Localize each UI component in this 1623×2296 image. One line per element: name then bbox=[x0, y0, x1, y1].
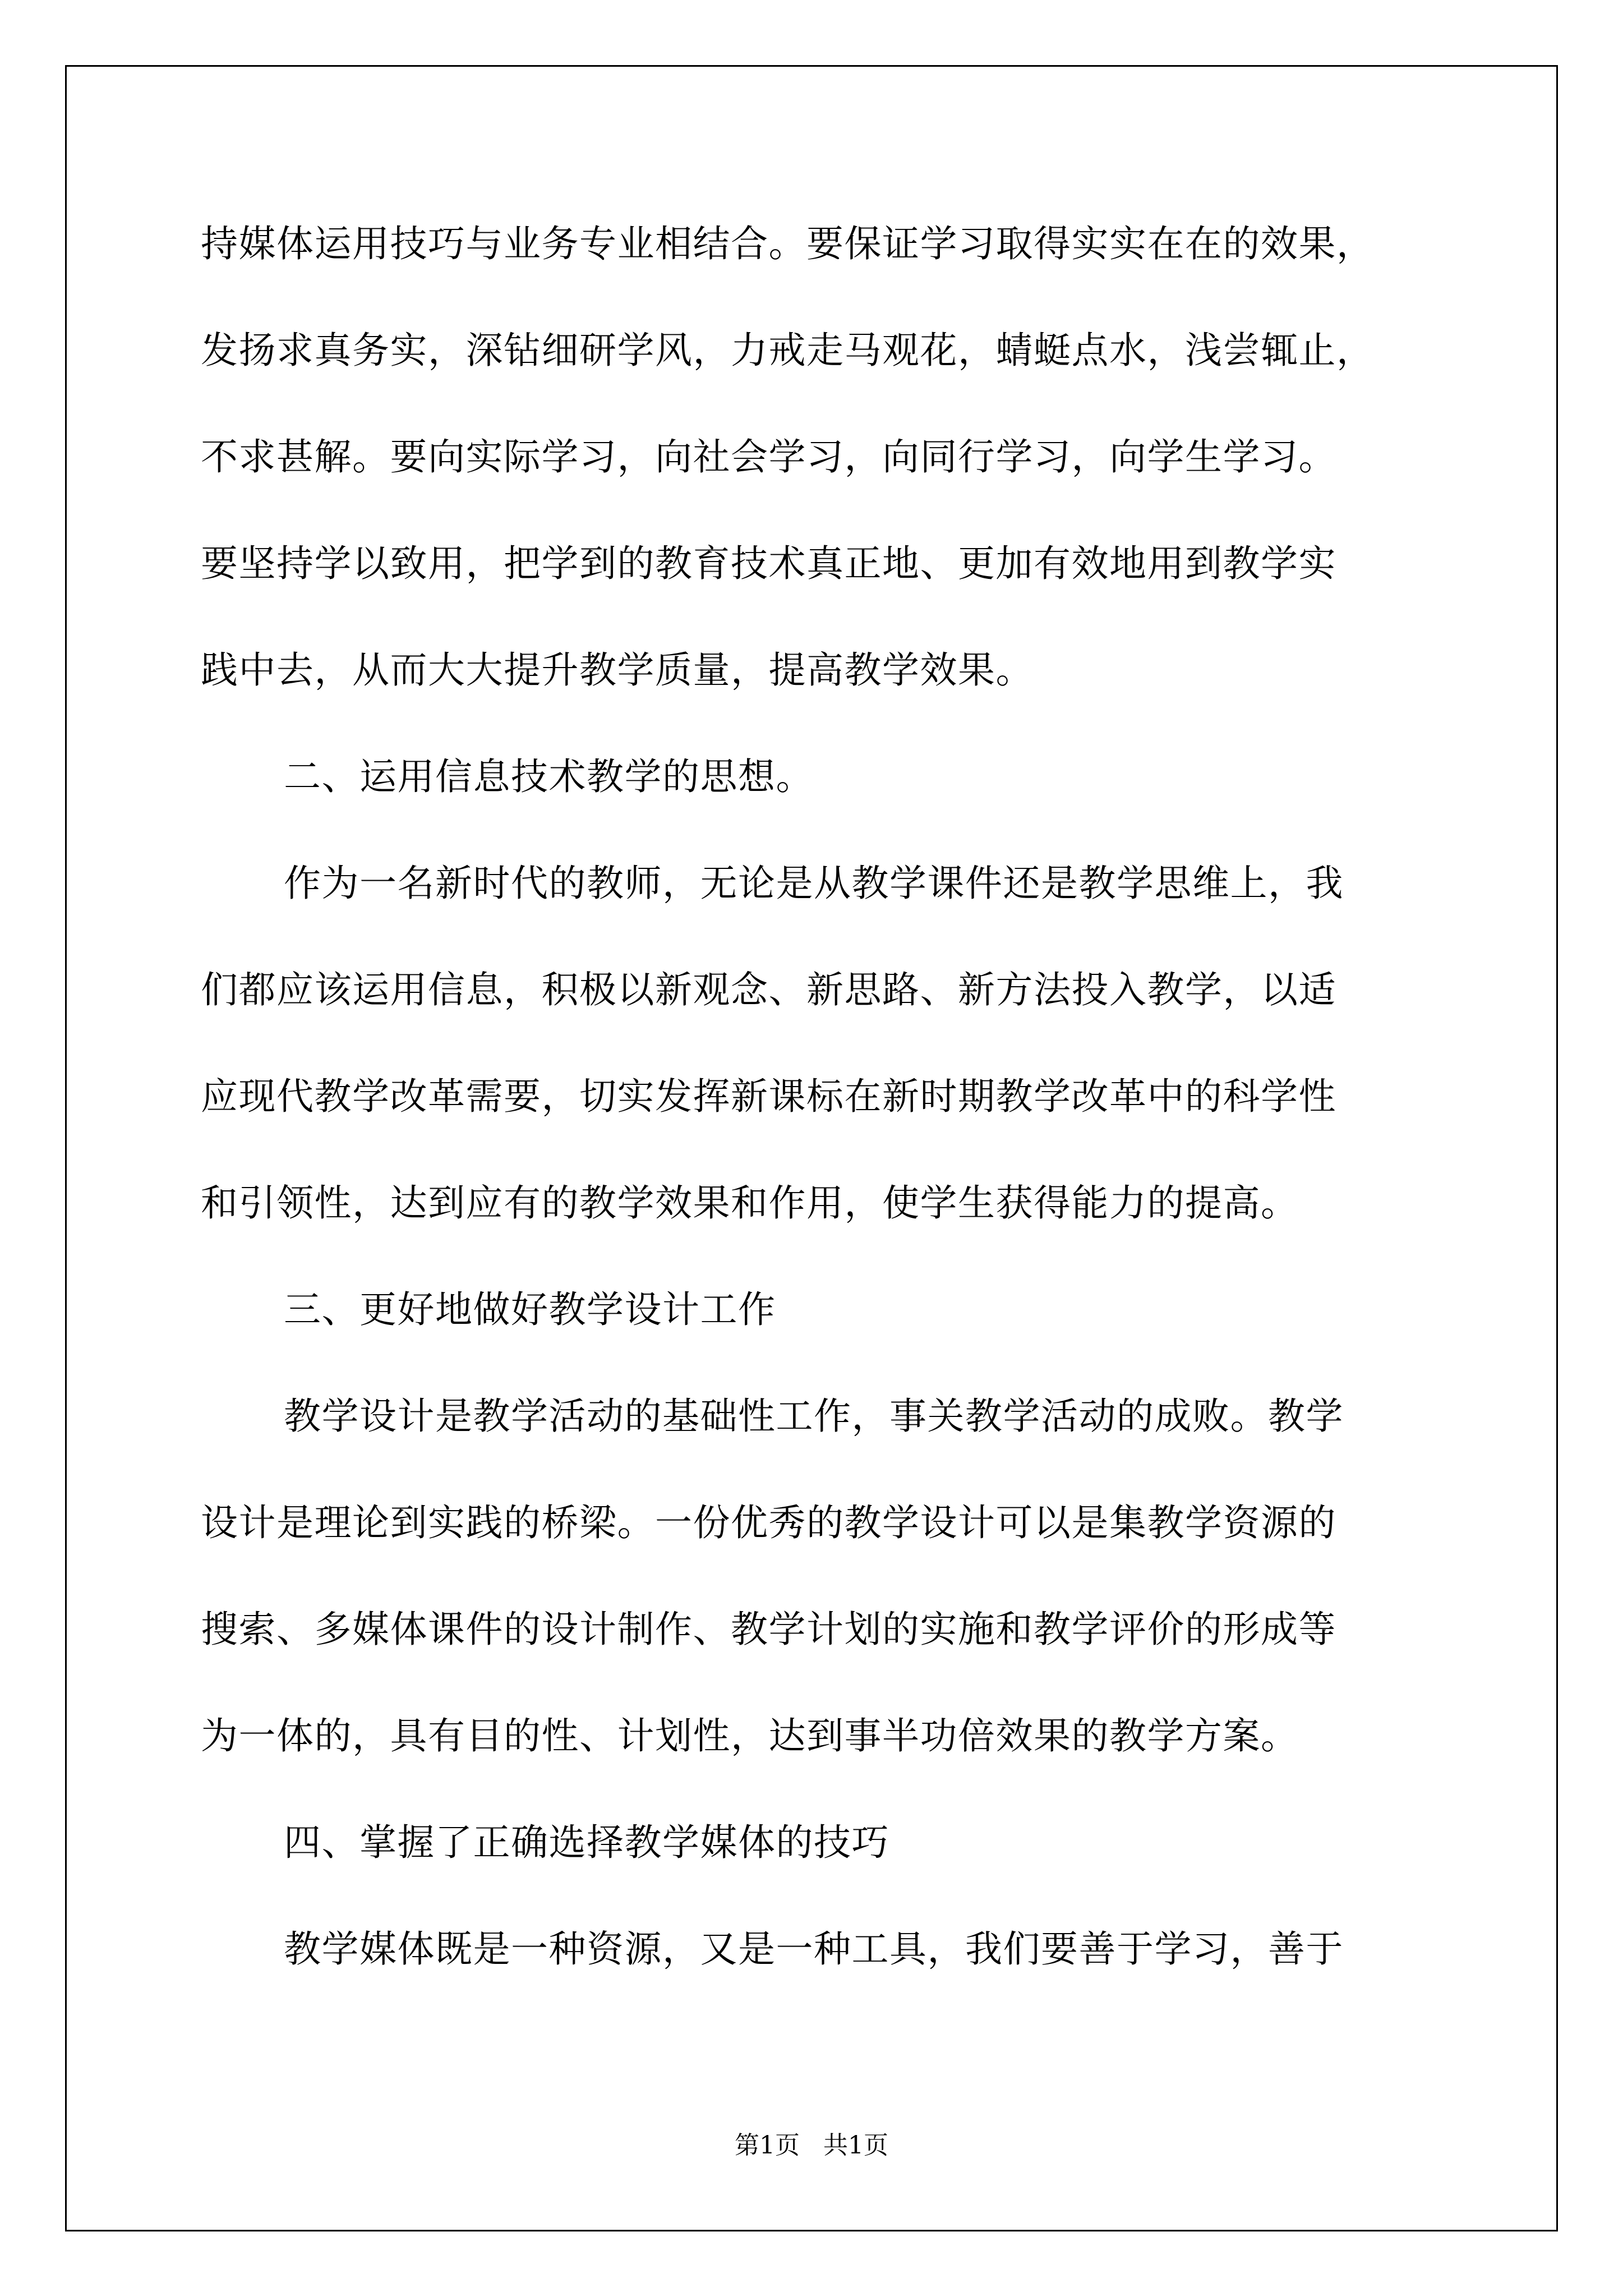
text-line: 不求甚解。要向实际学习，向社会学习，向同行学习，向学生学习。 bbox=[201, 435, 1336, 478]
document-body bbox=[201, 191, 1463, 2003]
text-line: 应现代教学改革需要，切实发挥新课标在新时期教学改革中的科学性 bbox=[201, 1075, 1336, 1118]
section-heading: 二、运用信息技术教学的思想。 bbox=[284, 755, 814, 798]
text-line: 教学设计是教学活动的基础性工作，事关教学活动的成败。教学 bbox=[284, 1395, 1344, 1438]
text-line: 作为一名新时代的教师，无论是从教学课件还是教学思维上，我 bbox=[284, 862, 1344, 905]
text-line: 搜索、多媒体课件的设计制作、教学计划的实施和教学评价的形成等 bbox=[201, 1608, 1336, 1651]
text-line: 们都应该运用信息，积极以新观念、新思路、新方法投入教学，以适 bbox=[201, 968, 1336, 1011]
text-line: 和引领性，达到应有的教学效果和作用，使学生获得能力的提高。 bbox=[201, 1181, 1299, 1225]
text-line: 发扬求真务实，深钻细研学风，力戒走马观花，蜻蜓点水，浅尝辄止， bbox=[201, 329, 1375, 372]
page-total: 共1页 bbox=[823, 2131, 888, 2160]
section-heading: 四、掌握了正确选择教学媒体的技巧 bbox=[284, 1821, 889, 1864]
text-line: 践中去，从而大大提升教学质量，提高教学效果。 bbox=[201, 648, 1034, 692]
text-line: 要坚持学以致用，把学到的教育技术真正地、更加有效地用到教学实 bbox=[201, 542, 1336, 585]
page-number: 第1页 bbox=[735, 2131, 800, 2160]
text-line: 持媒体运用技巧与业务专业相结合。要保证学习取得实实在在的效果， bbox=[201, 222, 1375, 265]
text-line: 为一体的，具有目的性、计划性，达到事半功倍效果的教学方案。 bbox=[201, 1714, 1299, 1757]
text-line: 设计是理论到实践的桥梁。一份优秀的教学设计可以是集教学资源的 bbox=[201, 1501, 1336, 1544]
text-line: 教学媒体既是一种资源，又是一种工具，我们要善于学习，善于 bbox=[284, 1927, 1344, 1971]
page-footer bbox=[0, 2129, 1623, 2162]
section-heading: 三、更好地做好教学设计工作 bbox=[284, 1288, 776, 1331]
